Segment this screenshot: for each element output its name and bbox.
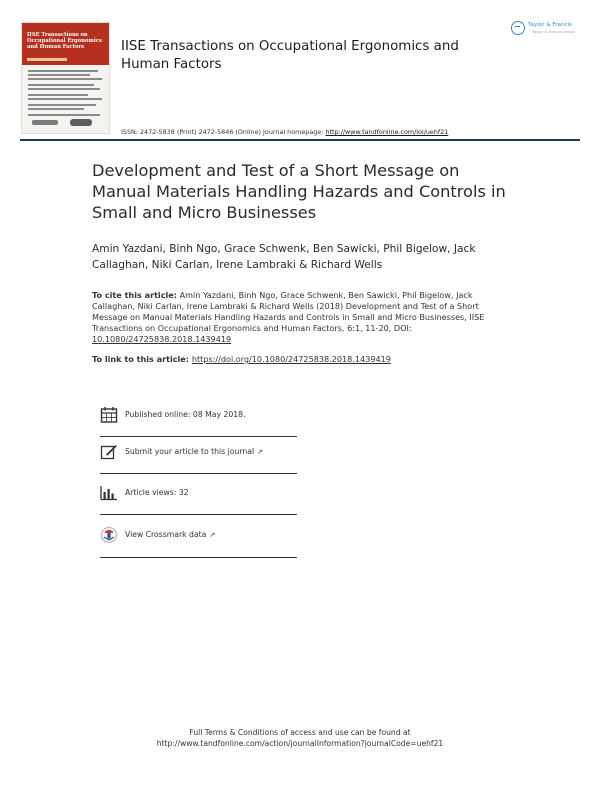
journal-cover-image bbox=[21, 22, 110, 134]
citation-block bbox=[92, 290, 512, 345]
issn-text: ISSN: 2472-5838 (Print) 2472-5846 (Online) Journal homepage: bbox=[121, 128, 326, 136]
article-authors: Amin Yazdani, Binh Ngo, Grace Schwenk, Ben Sawicki, Phil Bigelow, Jack Callaghan, Niki Carlan, Irene Lambraki & Richard Wells bbox=[92, 243, 476, 271]
external-link-icon: ↗ bbox=[257, 448, 263, 456]
publisher-logo-icon bbox=[511, 21, 525, 35]
article-doi-link[interactable]: https://doi.org/10.1080/24725838.2018.1439419 bbox=[191, 354, 391, 364]
crossmark-link[interactable]: View Crossmark data ↗ bbox=[125, 530, 216, 539]
article-title: Development and Test of a Short Message on Manual Materials Handling Hazards and Controls in Small and Micro Businesses bbox=[92, 161, 506, 222]
citation-text: Amin Yazdani, Binh Ngo, Grace Schwenk, Ben Sawicki, Phil Bigelow, Jack Callaghan, Niki Carlan, Irene Lambraki & Richard Wells (2018) Development and Test of a Short Message on Manual Materials Handling Hazards and Controls in Small and Micro Businesses, IISE Transactions on Occupational Ergonomics and Human Factors, 6:1, 11-20, DOI: bbox=[92, 290, 485, 333]
footer-terms-link[interactable]: http://www.tandfonline.com/action/journalInformation?journalCode=uehf21 bbox=[156, 739, 444, 748]
footer-terms-text: Full Terms & Conditions of access and use can be found at bbox=[189, 728, 411, 737]
published-online-row bbox=[100, 406, 297, 428]
calendar-icon bbox=[100, 406, 118, 424]
bar-chart-icon bbox=[100, 484, 118, 502]
article-views-row bbox=[100, 484, 297, 506]
info-divider bbox=[100, 473, 297, 474]
journal-homepage-link[interactable]: http://www.tandfonline.com/loi/uehf21 bbox=[325, 128, 449, 136]
external-link-icon: ↗ bbox=[209, 531, 216, 539]
cover-title-band bbox=[22, 23, 109, 65]
cover-text-line bbox=[28, 98, 102, 100]
cover-strip bbox=[27, 58, 67, 61]
journal-title: IISE Transactions on Occupational Ergonomics and Human Factors bbox=[121, 39, 459, 72]
info-divider bbox=[100, 436, 297, 437]
header-divider bbox=[20, 139, 580, 141]
crossmark-icon bbox=[100, 526, 118, 544]
footer bbox=[0, 727, 600, 749]
cover-text-line bbox=[28, 88, 100, 90]
article-views-text: Article views: 32 bbox=[125, 488, 189, 497]
submit-article-row[interactable] bbox=[100, 443, 297, 465]
info-divider bbox=[100, 514, 297, 515]
cover-text-line bbox=[28, 104, 96, 106]
crossmark-row[interactable] bbox=[100, 526, 297, 548]
info-divider bbox=[100, 557, 297, 558]
article-link-line bbox=[92, 354, 391, 364]
publisher-name: Taylor & Francis bbox=[528, 22, 573, 28]
issn-line bbox=[121, 128, 448, 136]
article-link-label: To link to this article: bbox=[92, 354, 192, 364]
publisher-logo bbox=[511, 20, 591, 38]
cover-title: IISE Transactions on Occupational Ergonomics and Human Factors bbox=[27, 32, 102, 50]
pencil-icon bbox=[100, 443, 118, 461]
citation-doi-link[interactable]: 10.1080/24725838.2018.1439419 bbox=[92, 334, 232, 344]
cover-text-line bbox=[28, 114, 100, 116]
cover-logos bbox=[32, 119, 102, 127]
submit-article-link[interactable]: Submit your article to this journal ↗ bbox=[125, 447, 263, 456]
cover-text-line bbox=[28, 74, 90, 76]
published-online-text: Published online: 08 May 2018. bbox=[125, 410, 246, 419]
cover-text-line bbox=[28, 108, 84, 110]
cover-text-line bbox=[28, 70, 98, 72]
cover-text-line bbox=[28, 84, 94, 86]
publisher-subtitle: Taylor & Francis Group bbox=[532, 29, 575, 34]
cover-logo-publisher bbox=[70, 119, 92, 126]
cover-text-line bbox=[28, 94, 88, 96]
cover-logo-iise bbox=[32, 120, 58, 125]
citation-label: To cite this article: bbox=[92, 290, 178, 300]
cover-text-line bbox=[28, 78, 102, 80]
